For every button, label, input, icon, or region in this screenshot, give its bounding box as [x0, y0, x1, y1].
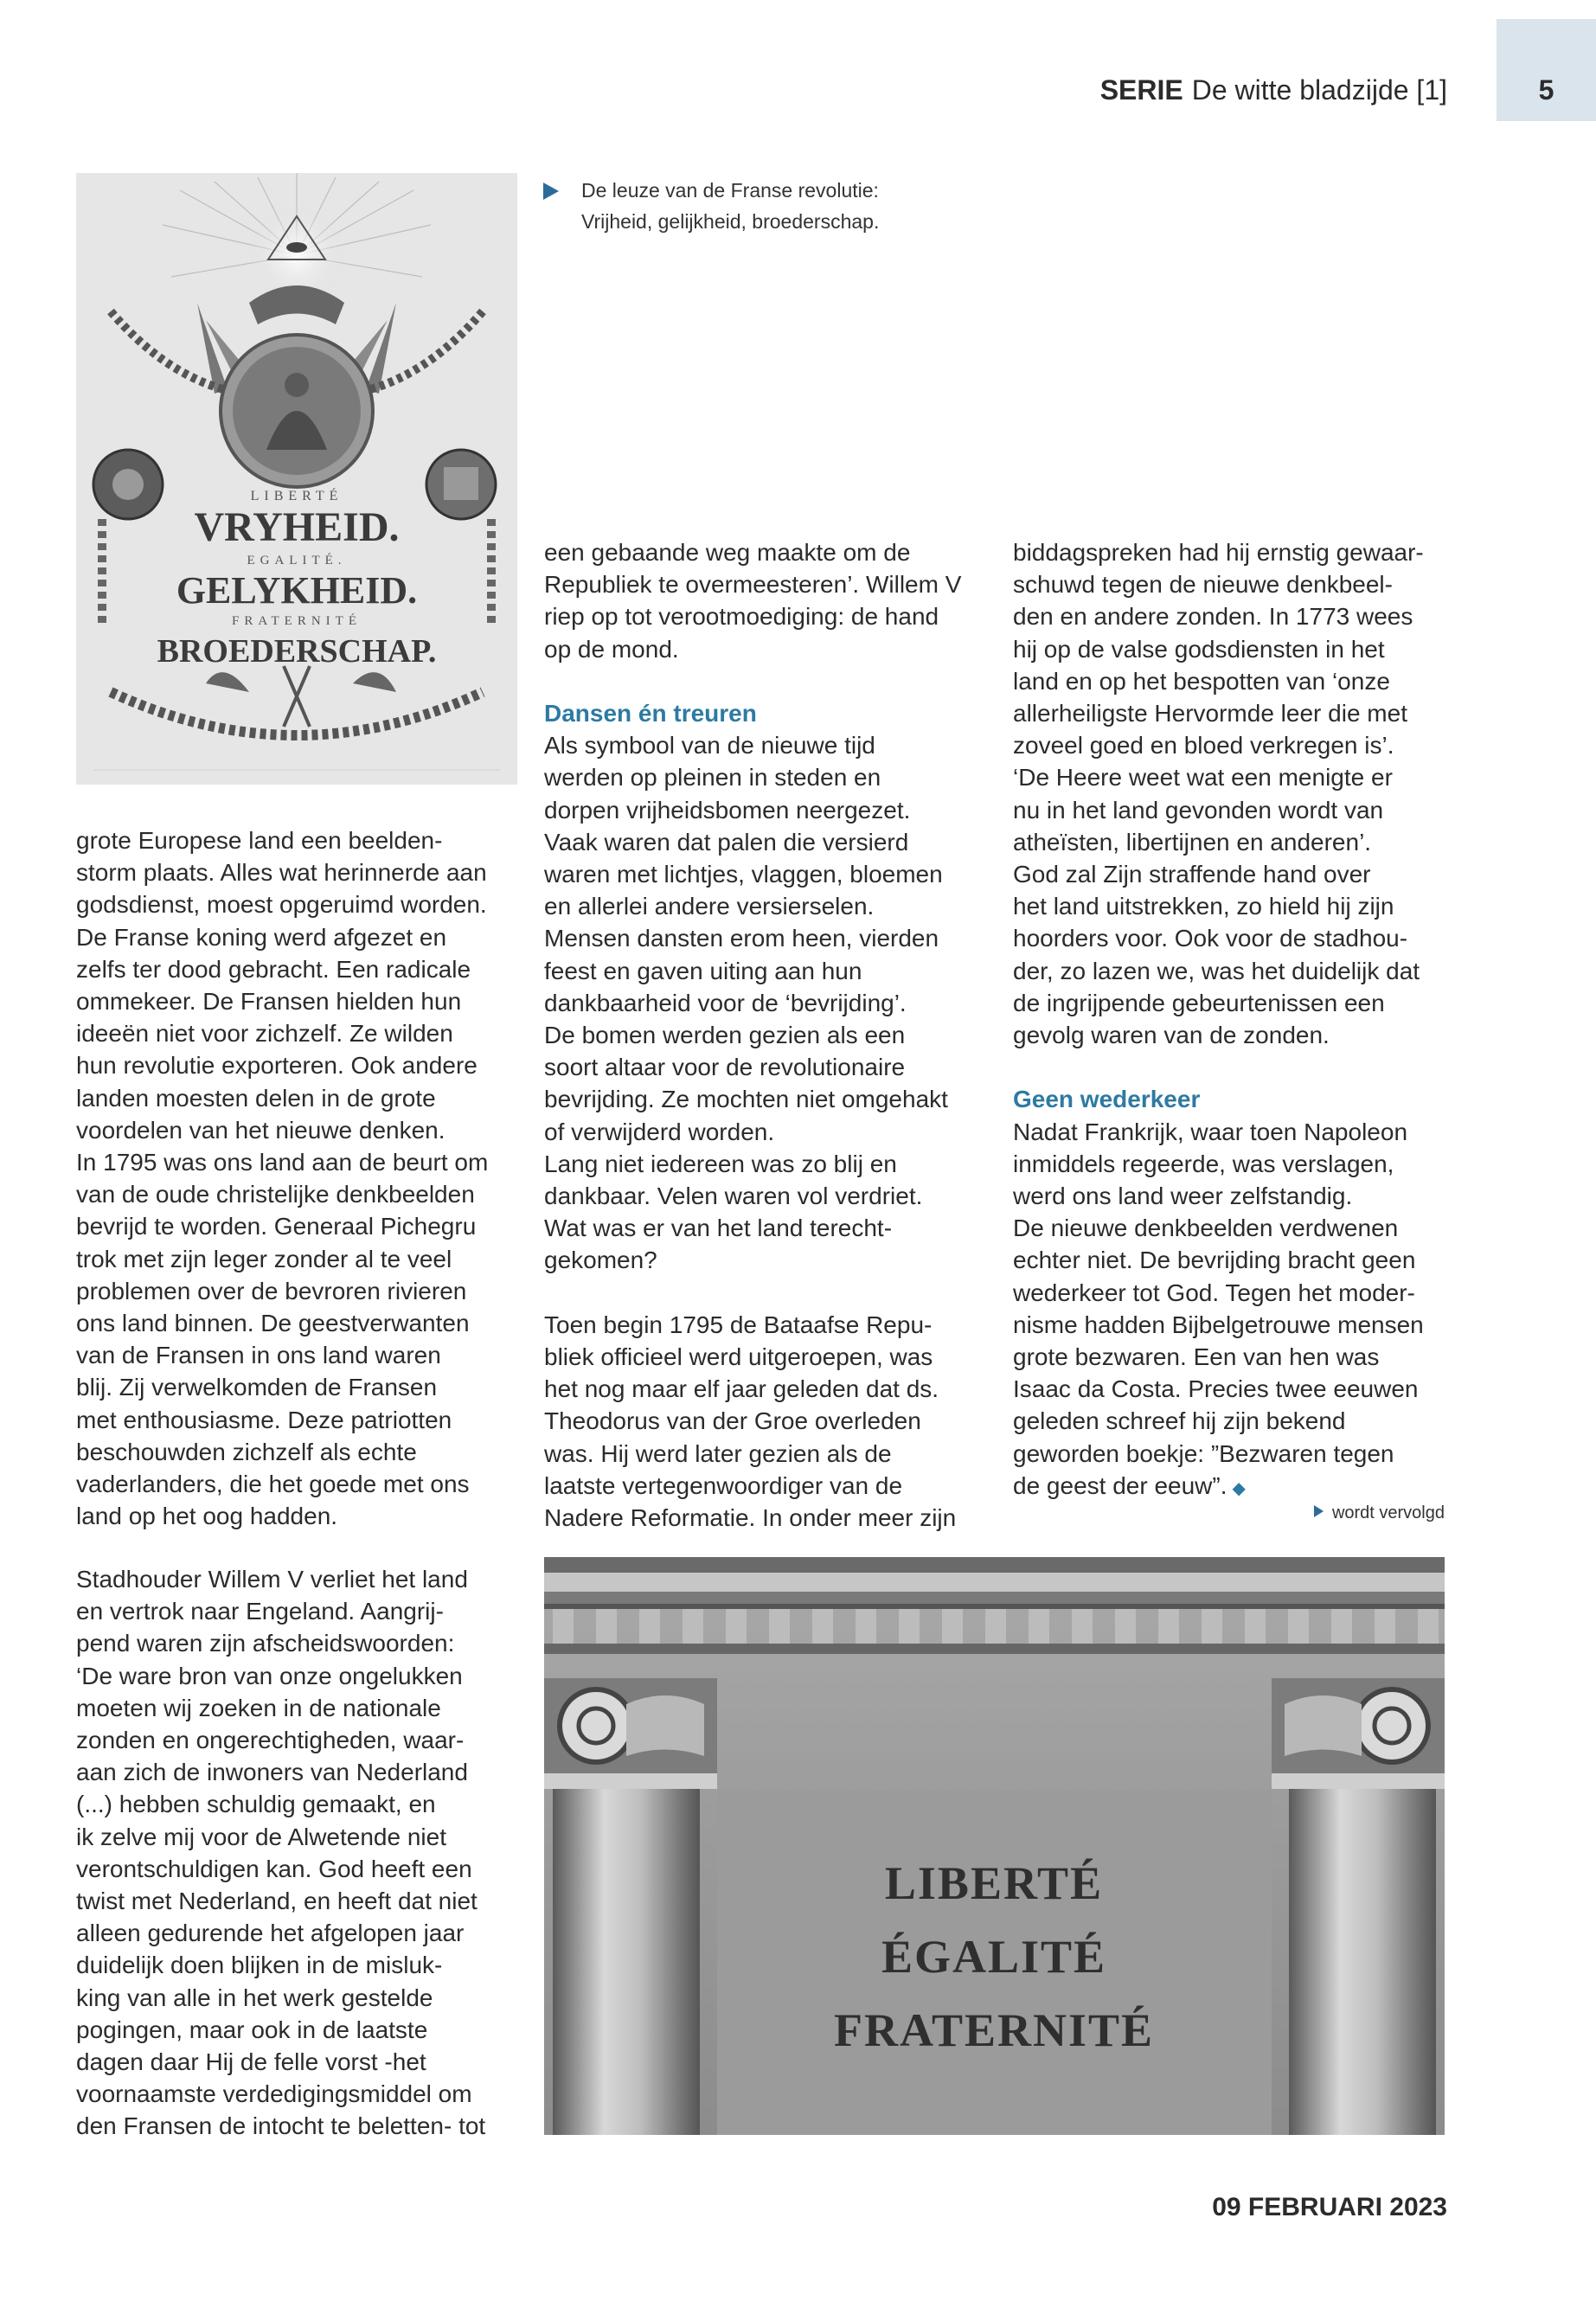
text-line: van de Fransen in ons land waren	[76, 1342, 441, 1369]
text-line: der, zo lazen we, was het duidelijk dat	[1013, 957, 1420, 984]
text-line: Republiek te overmeesteren’. Willem V	[544, 571, 962, 599]
text-line: wederkeer tot God. Tegen het moder-	[1013, 1279, 1415, 1306]
text-line-last	[1013, 1470, 1454, 1505]
poster-text-fraternite: FRATERNITÉ	[232, 614, 362, 628]
text-line: op de mond.	[544, 635, 679, 663]
text-line: het land uitstrekken, zo hield hij zijn	[1013, 893, 1394, 920]
poster-text-egalite: EGALITÉ.	[247, 554, 347, 567]
paragraph	[76, 1563, 517, 2143]
text-line: van de oude christelijke denkbeelden	[76, 1181, 475, 1208]
text-line: zonden en ongerechtigheden, waar-	[76, 1727, 465, 1754]
text-line: biddagspreken had hij ernstig gewaar-	[1013, 539, 1424, 566]
paragraph	[76, 824, 517, 1532]
text-line: De Franse koning werd afgezet en	[76, 923, 447, 951]
poster-text-vryheid: VRYHEID.	[194, 504, 400, 550]
text-line: problemen over de bevroren rivieren	[76, 1277, 467, 1304]
text-line: Toen begin 1795 de Bataafse Repu-	[544, 1311, 933, 1338]
series-label: SERIE	[1099, 74, 1183, 106]
text-line: geleden schreef hij zijn bekend	[1013, 1407, 1346, 1435]
text-line: het nog maar elf jaar geleden dat ds.	[544, 1375, 939, 1403]
text-line: voornaamste verdedigingsmiddel om	[76, 2080, 472, 2108]
text-line: (...) hebben schuldig gemaakt, en	[76, 1791, 436, 1818]
text-line: trok met zijn leger zonder al te veel	[76, 1245, 452, 1272]
text-line: twist met Nederland, en heeft dat niet	[76, 1888, 478, 1915]
text-line: schuwd tegen de nieuwe denkbeel-	[1013, 571, 1393, 599]
continued-note	[1289, 1503, 1445, 1523]
text-line: een gebaande weg maakte om de	[544, 539, 911, 566]
page-header	[0, 0, 1596, 121]
text-line: landen moesten delen in de grote	[76, 1084, 436, 1112]
text-line: echter niet. De bevrijding bracht geen	[1013, 1247, 1416, 1274]
text-line: Als symbool van de nieuwe tijd	[544, 732, 875, 760]
inscription-fraternite: FRATERNITÉ	[833, 2004, 1155, 2056]
text-line: Isaac da Costa. Precies twee eeuwen	[1013, 1375, 1419, 1403]
page-number-tab	[1497, 19, 1596, 121]
text-line: de ingrijpende gebeurtenissen een	[1013, 989, 1385, 1016]
text-line: aan zich de inwoners van Nederland	[76, 1759, 468, 1786]
text-line: Nadere Reformatie. In onder meer zijn	[544, 1504, 957, 1532]
text-line: zelfs ter dood gebracht. Een radicale	[76, 955, 471, 983]
text-line: ons land binnen. De geestverwanten	[76, 1310, 470, 1337]
series-name: De witte bladzijde [1]	[1191, 74, 1447, 106]
text-line: ik zelve mij voor de Alwetende niet	[76, 1823, 446, 1850]
text-line: gevolg waren van de zonden.	[1013, 1022, 1330, 1049]
text-line: alleen gedurende het afgelopen jaar	[76, 1920, 465, 1947]
text-line: zoveel goed en bloed verkregen is’.	[1013, 732, 1394, 760]
text-line: soort altaar voor de revolutionaire	[544, 1054, 906, 1081]
text-line: vaderlanders, die het goede met ons	[76, 1471, 470, 1498]
inscription-liberte: LIBERTÉ	[884, 1857, 1104, 1909]
image-caption	[543, 175, 993, 237]
section-heading: Dansen én treuren	[544, 700, 757, 727]
text-line: dankbaarheid voor de ‘bevrijding’.	[544, 989, 907, 1016]
text-line: pogingen, maar ook in de laatste	[76, 2016, 428, 2043]
text-line: werden op pleinen in steden en	[544, 764, 881, 792]
text-line: voordelen van het nieuwe denken.	[76, 1116, 445, 1144]
building-facade-image	[544, 1557, 1445, 2135]
text-line: nisme hadden Bijbelgetrouwe mensen	[1013, 1311, 1424, 1338]
text-line: Lang niet iedereen was zo blij en	[544, 1150, 897, 1177]
caption-arrow-icon	[543, 183, 559, 200]
text-line: hij op de valse godsdiensten in het	[1013, 635, 1385, 663]
caption-line: Vrijheid, gelijkheid, broederschap.	[581, 210, 880, 233]
text-line: hoorders voor. Ook voor de stadhou-	[1013, 925, 1408, 952]
text-line: Nadat Frankrijk, waar toen Napoleon	[1013, 1118, 1408, 1145]
text-line: nu in het land gevonden wordt van	[1013, 796, 1384, 824]
paragraph	[544, 1309, 985, 1534]
text-line: feest en gaven uiting aan hun	[544, 957, 862, 984]
text-line: Wat was er van het land terecht-	[544, 1215, 893, 1242]
text-line: gekomen?	[544, 1247, 657, 1274]
text-line: bevrijding. Ze mochten niet omgehakt	[544, 1086, 948, 1113]
poster-illustration	[76, 173, 517, 785]
text-line: pend waren zijn afscheidswoorden:	[76, 1630, 455, 1657]
text-line: God zal Zijn straffende hand over	[1013, 861, 1371, 888]
text-line: hun revolutie exporteren. Ook andere	[76, 1052, 478, 1080]
paragraph	[544, 729, 985, 1276]
text-line: land op het oog hadden.	[76, 1503, 338, 1530]
text-line: den en andere zonden. In 1773 wees	[1013, 603, 1413, 631]
text-line: duidelijk doen blijken in de misluk-	[76, 1952, 443, 1979]
facade-illustration	[544, 1557, 1445, 2135]
text-line: ‘De ware bron van onze ongelukken	[76, 1662, 463, 1689]
text-line: inmiddels regeerde, was verslagen,	[1013, 1150, 1394, 1177]
text-line: was. Hij werd later gezien als de	[544, 1439, 892, 1467]
poster-text-liberte: LIBERTÉ	[250, 489, 343, 503]
text-line: land en op het bespotten van ‘onze	[1013, 667, 1390, 695]
poster-text-gelykheid: GELYKHEID.	[176, 569, 418, 612]
text-line: allerheiligste Hervormde leer die met	[1013, 700, 1407, 727]
text-line: en vertrok naar Engeland. Aangrij-	[76, 1598, 444, 1625]
column-2	[544, 536, 985, 1534]
text-line: laatste vertegenwoordiger van de	[544, 1471, 903, 1499]
text-line: In 1795 was ons land aan de beurt om	[76, 1149, 489, 1176]
text-line: bliek officieel werd uitgeroepen, was	[544, 1343, 933, 1371]
text-line: ommekeer. De Fransen hielden hun	[76, 988, 462, 1016]
text-line: dorpen vrijheidsbomen neergezet.	[544, 796, 911, 824]
text-line: verontschuldigen kan. God heeft een	[76, 1855, 472, 1882]
text-line: atheïsten, libertijnen en anderen’.	[1013, 828, 1372, 856]
inscription-egalite: ÉGALITÉ	[881, 1931, 1107, 1983]
text-line: Theodorus van der Groe overleden	[544, 1407, 921, 1435]
text-line: dankbaar. Velen waren vol verdriet.	[544, 1183, 923, 1210]
series-title	[1100, 74, 1447, 106]
text-line: en allerlei andere versierselen.	[544, 893, 875, 920]
text-line: moeten wij zoeken in de nationale	[76, 1694, 441, 1721]
text-line: den Fransen de intocht te beletten- tot	[76, 2112, 486, 2140]
caption-line: De leuze van de Franse revolutie:	[581, 179, 879, 202]
text-line: blij. Zij verwelkomden de Fransen	[76, 1374, 438, 1401]
text-line: ideeën niet voor zichzelf. Ze wilden	[76, 1020, 453, 1048]
continued-arrow-icon	[1314, 1505, 1324, 1517]
text-line: king van alle in het werk gestelde	[76, 1984, 433, 2011]
text-line: grote Europese land een beelden-	[76, 827, 443, 854]
text-line: Mensen dansten erom heen, vierden	[544, 925, 939, 952]
page-number: 5	[1538, 74, 1554, 106]
text-line: werd ons land weer zelfstandig.	[1013, 1183, 1353, 1210]
text-line: grote bezwaren. Een van hen was	[1013, 1343, 1380, 1371]
paragraph	[1013, 536, 1454, 1051]
continued-text: wordt vervolgd	[1331, 1503, 1445, 1522]
text-line: storm plaats. Alles wat herinnerde aan	[76, 859, 487, 887]
issue-date: 09 FEBRUARI 2023	[1212, 2193, 1447, 2221]
last-line-text: de geest der eeuw”.	[1013, 1471, 1227, 1499]
text-line: dagen daar Hij de felle vorst -het	[76, 2048, 426, 2076]
column-1-bottom	[76, 1563, 517, 2143]
end-diamond-icon: ◆	[1232, 1478, 1246, 1498]
paragraph	[544, 536, 985, 665]
section-heading: Geen wederkeer	[1013, 1086, 1201, 1113]
paragraph	[1013, 1116, 1454, 1505]
text-line: ‘De Heere weet wat een menigte er	[1013, 764, 1393, 792]
text-line: beschouwden zichzelf als echte	[76, 1438, 417, 1465]
text-line: Vaak waren dat palen die versierd	[544, 828, 909, 856]
text-line: De bomen werden gezien als een	[544, 1022, 906, 1049]
text-line: geworden boekje: ”Bezwaren tegen	[1013, 1439, 1394, 1467]
column-3	[1013, 536, 1454, 1505]
text-line: Stadhouder Willem V verliet het land	[76, 1566, 468, 1593]
text-line: De nieuwe denkbeelden verdwenen	[1013, 1215, 1399, 1242]
text-line: of verwijderd worden.	[544, 1118, 775, 1145]
text-line: riep op tot verootmoediging: de hand	[544, 603, 939, 631]
text-line: waren met lichtjes, vlaggen, bloemen	[544, 861, 943, 888]
column-1-top	[76, 824, 517, 1532]
text-line: met enthousiasme. Deze patriotten	[76, 1406, 452, 1433]
text-line: bevrijd te worden. Generaal Pichegru	[76, 1213, 477, 1240]
revolution-poster-image	[76, 173, 517, 785]
poster-text-broederschap: BROEDERSCHAP.	[157, 633, 437, 670]
text-line: godsdienst, moest opgeruimd worden.	[76, 891, 487, 919]
